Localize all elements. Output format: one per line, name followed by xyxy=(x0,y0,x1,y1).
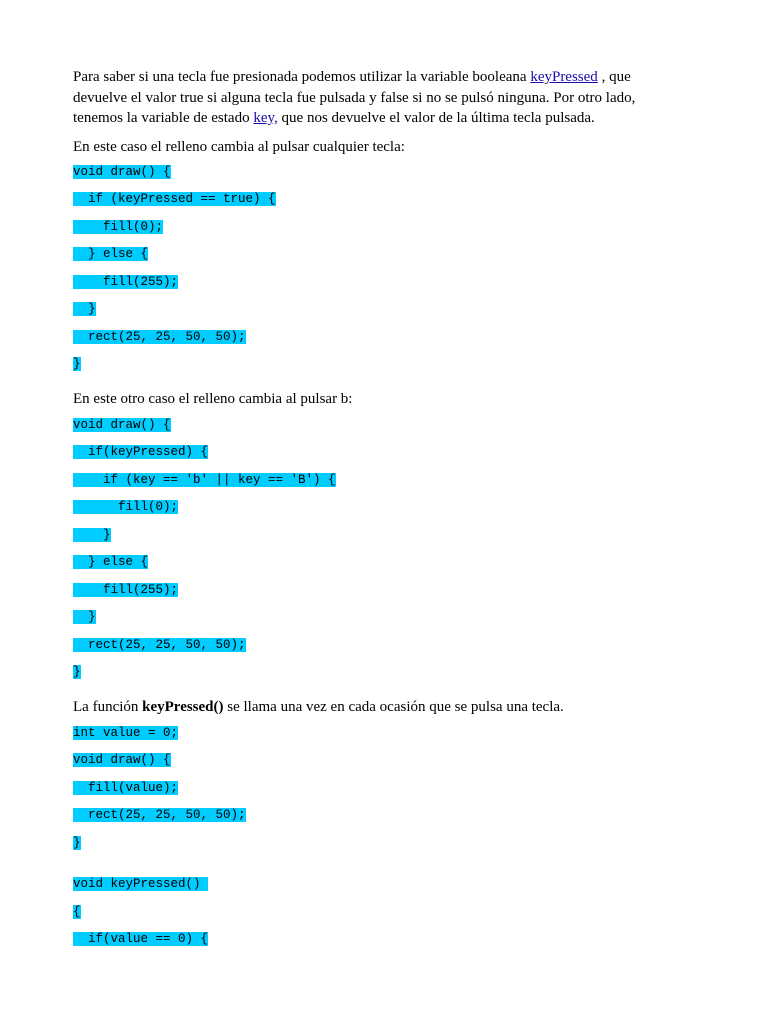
code-line: rect(25, 25, 50, 50); xyxy=(73,808,246,822)
code-line: rect(25, 25, 50, 50); xyxy=(73,330,246,344)
code-line: fill(255); xyxy=(73,583,179,597)
intro-paragraph xyxy=(73,67,673,129)
section1-caption: En este caso el relleno cambia al pulsar cualquier tecla: xyxy=(73,139,405,155)
code-line: } xyxy=(73,665,81,679)
code-line: fill(value); xyxy=(73,781,179,795)
code-line: if (key == 'b' || key == 'B') { xyxy=(73,473,336,487)
code-line: if(keyPressed) { xyxy=(73,445,209,459)
code-line: fill(0); xyxy=(73,220,164,234)
code-line: } xyxy=(73,302,96,316)
code-line: } xyxy=(73,528,111,542)
code-line: void draw() { xyxy=(73,418,171,432)
code-line: rect(25, 25, 50, 50); xyxy=(73,638,246,652)
code-line: } else { xyxy=(73,555,149,569)
section2-caption: En este otro caso el relleno cambia al pulsar b: xyxy=(73,391,353,407)
code-line: } xyxy=(73,610,96,624)
code-line: void draw() { xyxy=(73,753,171,767)
code-line: int value = 0; xyxy=(73,726,179,740)
keypressed-link[interactable]: keyPressed xyxy=(530,69,598,85)
intro-text-2: , que devuelve el valor true si alguna tecla fue pulsada y false si no se pulsó ninguna. Por otro lado, tenemos la variable de estado xyxy=(73,69,636,126)
key-link[interactable]: key, xyxy=(253,110,278,126)
intro-text-1: Para saber si una tecla fue presionada podemos utilizar la variable booleana xyxy=(73,69,531,85)
code-line: void keyPressed() xyxy=(73,877,209,891)
code-line: if (keyPressed == true) { xyxy=(73,192,276,206)
code-line: } xyxy=(73,357,81,371)
code-line: void draw() { xyxy=(73,165,171,179)
code-line: fill(255); xyxy=(73,275,179,289)
code-line: } else { xyxy=(73,247,149,261)
code-line: if(value == 0) { xyxy=(73,932,209,946)
caption-keypressed-bold: keyPressed() xyxy=(142,699,224,715)
code-line: } xyxy=(73,836,81,850)
code-line: { xyxy=(73,905,81,919)
code-line: fill(0); xyxy=(73,500,179,514)
caption-suffix: se llama una vez en cada ocasión que se pulsa una tecla. xyxy=(223,699,564,715)
intro-text-3: que nos devuelve el valor de la última tecla pulsada. xyxy=(277,110,595,126)
caption-prefix: La función xyxy=(73,699,143,715)
section3-caption xyxy=(73,697,673,718)
